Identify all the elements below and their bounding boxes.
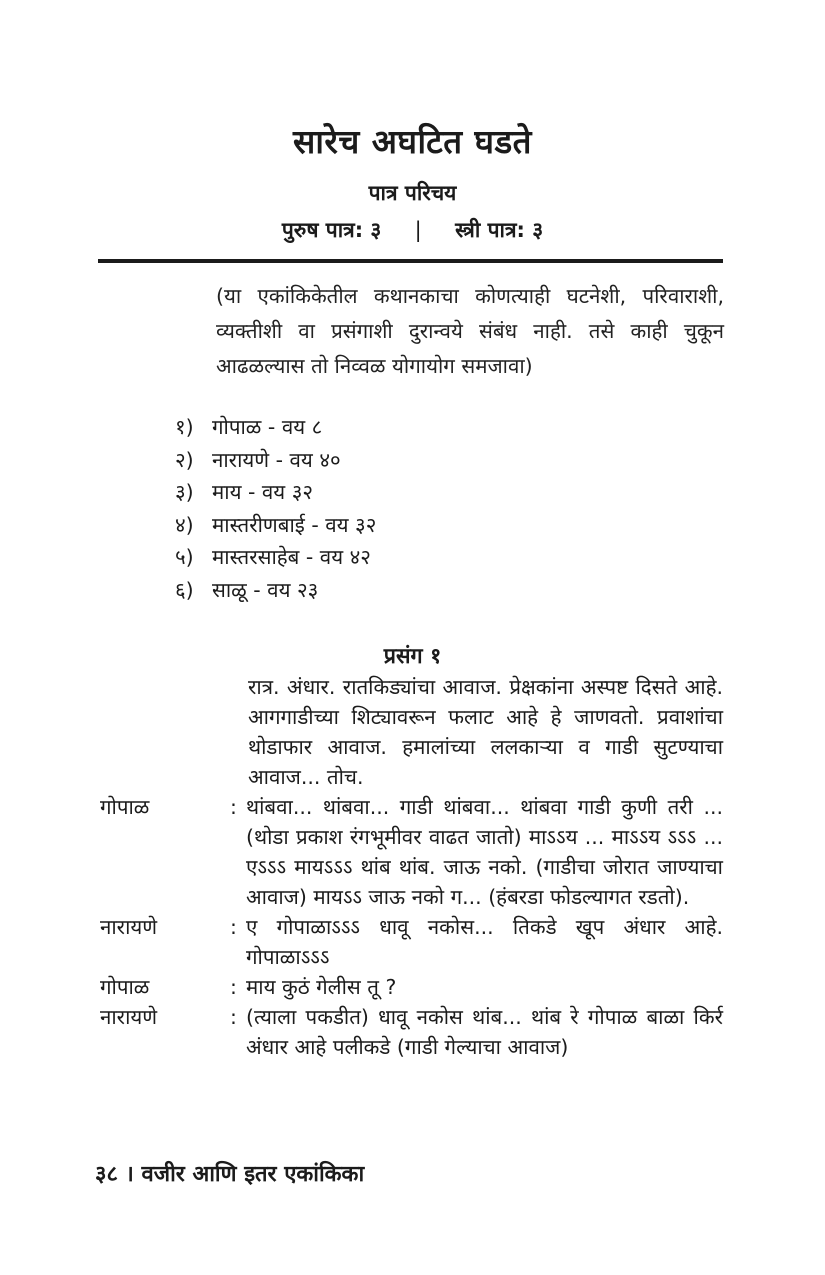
disclaimer-note: (या एकांकिकेतील कथानकाचा कोणत्याही घटनेशी, परिवाराशी, व्यक्तीशी वा प्रसंगाशी दुरान्वये संबंध नाही. तसे काही चुकून आढळल्यास तो निव्वळ योगायोग समजावा) <box>216 284 724 378</box>
stage-direction: रात्र. अंधार. रातकिड्यांचा आवाज. प्रेक्षकांना अस्पष्ट दिसते आहे. आगगाडीच्या शिट्यावरून फलाट आहे हे जाणवतो. प्रवाशांचा थोडाफार आवाज. हमालांच्या ललकाऱ्या व गाडी सुटण्याचा आवाज... तोच. <box>248 675 723 789</box>
cast-count-separator: | <box>414 218 422 242</box>
character-number: ४) <box>175 512 194 537</box>
dialogue-text: थांबवा... थांबवा... गाडी थांबवा... थांबवा गाडी कुणी तरी ... (थोडा प्रकाश रंगभूमीवर वाढत जातो) माऽऽय ... माऽऽय ऽऽऽ ... एऽऽऽ मायऽऽऽ थांब थांब. जाऊ नको. (गाडीचा जोरात जाण्याचा आवाज) मायऽऽ जाऊ नको ग... (हंबरडा फोडल्यागत रडतो). <box>246 795 723 909</box>
dialogue-colon: : <box>230 975 237 999</box>
dialogue-colon: : <box>230 915 237 939</box>
character-description: गोपाळ - वय ८ <box>212 415 323 439</box>
dialogue-row <box>100 912 723 972</box>
page-footer: ३८ । वजीर आणि इतर एकांकिका <box>95 1162 365 1187</box>
dialogue-colon: : <box>230 795 237 819</box>
speaker-name: गोपाळ <box>100 975 150 999</box>
character-description: माय - वय ३२ <box>212 480 314 504</box>
dialogue-text: माय कुठं गेलीस तू ? <box>246 975 397 999</box>
character-number: ६) <box>175 577 194 602</box>
character-item <box>175 509 376 542</box>
character-description: साळू - वय २३ <box>212 577 319 602</box>
speaker-name: नारायणे <box>100 915 158 939</box>
dialogue-colon: : <box>230 1005 237 1029</box>
scene-heading: प्रसंग १ <box>383 644 442 669</box>
cast-counts <box>0 216 825 244</box>
character-item <box>175 541 376 574</box>
character-description: मास्तरसाहेब - वय ४२ <box>212 545 371 569</box>
dialogue-row <box>100 792 723 912</box>
dialogue-text: ए गोपाळाऽऽऽ धावू नकोस... तिकडे खूप अंधार आहे. गोपाळाऽऽऽ <box>246 915 723 969</box>
character-item <box>175 476 376 509</box>
cast-intro-heading: पात्र परिचय <box>368 181 457 205</box>
speaker-name: नारायणे <box>100 1005 158 1029</box>
female-cast-count: स्त्री पात्र: ३ <box>455 218 544 242</box>
character-item <box>175 574 376 607</box>
character-number: ५) <box>175 545 194 569</box>
character-number: २) <box>175 447 194 472</box>
header-divider-rule <box>98 259 723 263</box>
character-description: मास्तरीणबाई - वय ३२ <box>212 512 377 537</box>
character-description: नारायणे - वय ४० <box>212 447 341 472</box>
dialogue-text: (त्याला पकडीत) धावू नकोस थांब... थांब रे गोपाळ बाळा किर्र अंधार आहे पलीकडे (गाडी गेल्याचा आवाज) <box>246 1005 723 1059</box>
script-body <box>100 672 723 1062</box>
speaker-name: गोपाळ <box>100 795 150 819</box>
male-cast-count: पुरुष पात्र: ३ <box>281 218 382 242</box>
character-list <box>175 411 376 606</box>
play-title: सारेच अघटित घडते <box>293 122 532 161</box>
dialogue-row <box>100 1002 723 1062</box>
character-number: ३) <box>175 480 194 504</box>
dialogue-row <box>100 972 723 1002</box>
character-item <box>175 444 376 477</box>
character-item <box>175 411 376 444</box>
character-number: १) <box>175 415 194 439</box>
